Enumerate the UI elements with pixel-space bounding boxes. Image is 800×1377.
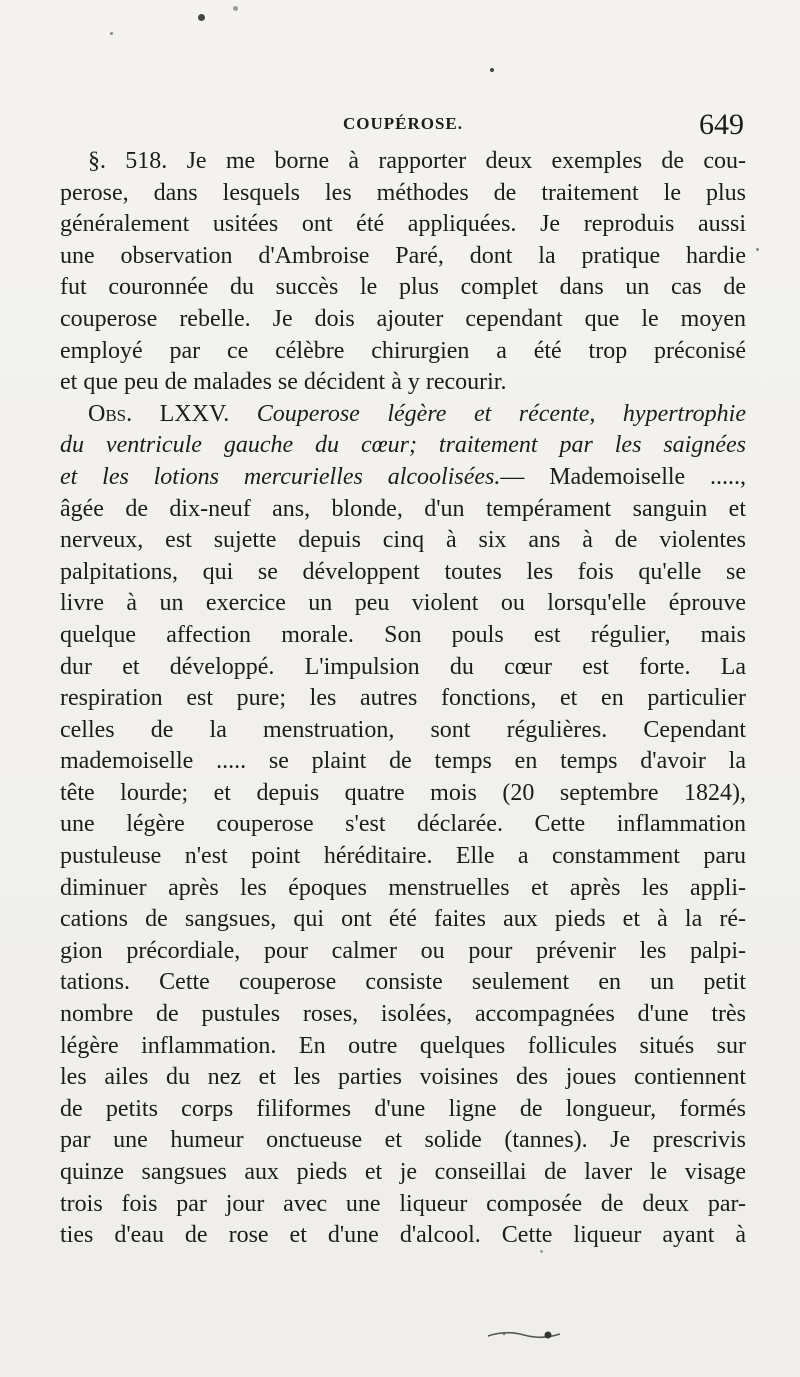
text-line: respiration est pure; les autres fonctions, et en particulier	[60, 685, 746, 712]
text-line: gion précordiale, pour calmer ou pour prévenir les palpi-	[60, 937, 746, 964]
text-line: couperose rebelle. Je dois ajouter cependant que le moyen	[60, 305, 746, 332]
text-line: nombre de pustules roses, isolées, accompagnées d'une très	[60, 1001, 746, 1028]
text-line: dur et développé. L'impulsion du cœur est forte. La	[60, 653, 746, 680]
text-line: quinze sangsues aux pieds et je conseillai de laver le visage	[60, 1159, 746, 1185]
observation-title-line: du ventricule gauche du cœur; traitement par les saignées	[60, 432, 746, 459]
text-line: diminuer après les époques menstruelles et après les appli-	[60, 874, 746, 901]
text-line: celles de la menstruation, sont régulières. Cependant	[60, 716, 746, 743]
tailpiece-ornament	[486, 1328, 566, 1342]
em-dash: —	[500, 463, 525, 490]
text-line: une observation d'Ambroise Paré, dont la pratique hardie	[60, 242, 746, 269]
patient-intro: Mademoiselle .....,	[549, 463, 746, 490]
text-line: fut couronnée du succès le plus complet dans un cas de	[60, 274, 746, 301]
text-line: cations de sangsues, qui ont été faites aux pieds et à la ré-	[60, 906, 746, 933]
page-header	[60, 108, 746, 148]
text-line: généralement usitées ont été appliquées. Je reproduis aussi	[60, 211, 746, 238]
text-line: perose, dans lesquels les méthodes de traitement le plus	[60, 179, 746, 206]
text-line: livre à un exercice un peu violent ou lorsqu'elle éprouve	[60, 590, 746, 617]
running-head: COUPÉROSE.	[342, 114, 464, 133]
text-line: légère inflammation. En outre quelques follicules situés sur	[60, 1032, 746, 1059]
observation-title: Couperose légère et récente, hypertrophie	[256, 400, 746, 427]
text-line: de petits corps filiformes d'une ligne de longueur, formés	[60, 1095, 746, 1122]
text-line: palpitations, qui se développent toutes les fois qu'elle se	[60, 558, 746, 585]
text-line: les ailes du nez et les parties voisines des joues contiennent	[60, 1064, 746, 1091]
text-line: ties d'eau de rose et d'une d'alcool. Cette liqueur ayant à	[60, 1222, 746, 1249]
text-line: tations. Cette couperose consiste seulement en un petit	[60, 969, 746, 996]
observation-title-end	[60, 462, 746, 494]
page-number: 649	[699, 108, 744, 141]
text-line: employé par ce célèbre chirurgien a été trop préconisé	[60, 337, 746, 364]
text-line: trois fois par jour avec une liqueur composée de deux par-	[60, 1190, 746, 1217]
observation-title-tail: et les lotions mercurielles alcoolisées.	[60, 463, 501, 490]
text-line: §. 518. Je me borne à rapporter deux exemples de cou-	[88, 148, 746, 174]
text-line: pustuleuse n'est point héréditaire. Elle a constamment paru	[60, 843, 746, 870]
text-line: âgée de dix-neuf ans, blonde, d'un tempérament sanguin et	[60, 495, 746, 522]
text-line: mademoiselle ..... se plaint de temps en temps d'avoir la	[60, 748, 746, 775]
text-line: quelque affection morale. Son pouls est régulier, mais	[60, 621, 746, 648]
observation-label: Obs. LXXV.	[88, 400, 230, 427]
text-line: et que peu de malades se décident à y recourir.	[60, 369, 507, 396]
observation-heading	[60, 399, 746, 431]
text-line: nerveux, est sujette depuis cinq à six ans à de violentes	[60, 527, 746, 554]
text-line: par une humeur onctueuse et solide (tannes). Je prescrivis	[60, 1127, 746, 1154]
body-text	[60, 146, 746, 1252]
text-line: une légère couperose s'est déclarée. Cette inflammation	[60, 811, 746, 838]
text-line: tête lourde; et depuis quatre mois (20 septembre 1824),	[60, 779, 746, 806]
